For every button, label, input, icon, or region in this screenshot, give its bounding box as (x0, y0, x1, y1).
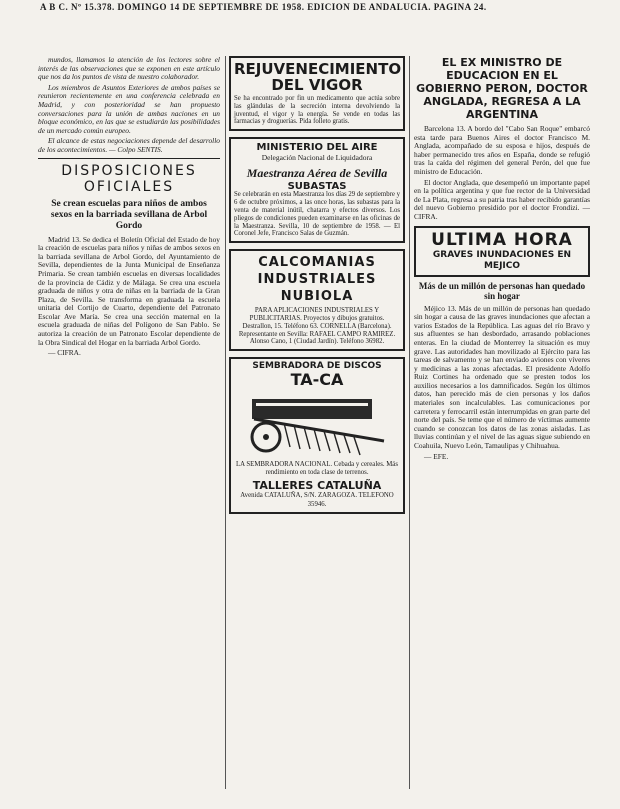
article-paragraph: El doctor Anglada, que desempeñó un importante papel en la política argentina y que fue rector de la Universidad de La Plata, regresa a su patria tras haber recibido garantías del nuevo Gobierno presidido por el doctor Frondizi. — CIFRA. (414, 177, 590, 221)
section-title: DISPOSICIONES OFICIALES (61, 162, 197, 195)
ad-text: Se celebrarán en esta Maestranza los días 29 de septiembre y 6 de octubre próximos, a las once horas, las subastas para la venta de material inútil, chatarra y efectos diversos. Los pliegos de condiciones pueden examinarse en las oficinas de la Maestranza. Sevilla, 10 de septiembre de 1958. — El Coronel Jefe, Francisco Salas de Guzmán. (234, 191, 400, 238)
article-end: — CIFRA. (48, 348, 81, 358)
ad-ministerio-aire (229, 137, 405, 243)
ad-address: Avenida CATALUÑA, S/N. ZARAGOZA. TELEFONO 35946. (240, 491, 394, 508)
ad-text: LA SEMBRADORA NACIONAL. Cebada y cereales. Más rendimiento en toda clase de terrenos. (236, 461, 398, 477)
intro-paragraph: mundos, llamamos la atención de los lectores sobre el interés de las observaciones que se exponen en este artículo que nos da los puntos de vista de nuestro colaborador. (38, 56, 220, 82)
article-subheading: Más de un millón de personas han quedado sin hogar (418, 280, 586, 302)
urgent-subtitle: GRAVES INUNDACIONES EN MEJICO (432, 249, 572, 271)
column-right (414, 56, 590, 801)
ad-brand: TA-CA (290, 369, 344, 389)
ad-text: PARA APLICACIONES INDUSTRIALES Y PUBLICITARIAS. Proyectos y dibujos gratuitos. Destrallon, 15. Teléfono 63. CORNELLA (Barcelona). Representante en Sevilla: RAFAEL CAMPO RAMIREZ. Alonso Cano, 1 (Ciudad Jardín). Teléfono 36982. (238, 307, 396, 346)
ad-title: MINISTERIO DEL AIRE (256, 142, 378, 154)
urgent-title: ULTIMA HORA (431, 229, 573, 250)
ad-text: Se ha encontrado por fin un medicamento que actúa sobre las glándulas de la secreción interna devolviendo la juventud, el vigor y la energía. Se vende en todas las farmacias y droguerías. Pida folleto gratis. (234, 95, 400, 126)
urgent-box (414, 226, 590, 277)
seeder-machine-illustration (234, 389, 396, 459)
article-body: Méjico 13. Más de un millón de personas han quedado sin hogar a causa de las graves inundaciones que afectan a varios Estados de la República. Las aguas del río Bravo y sus afluentes se han desbordado, arrasando poblaciones enteras. En la ciudad de Monterrey la situación es muy grave. Las autoridades han movilizado al Ejército para las tareas de salvamento y se han enviado aviones con víveres y medicinas a las zonas afectadas. El presidente Adolfo Ruiz Cortines ha ordenado que se presten todos los auxilios necesarios a los damnificados. Según los últimos datos, han perecido más de cien personas y los daños materiales son incalculables. Las comunicaciones por carretera y ferrocarril están interrumpidas en gran parte del norte del país. Se teme que el número de víctimas aumente cuando se conozcan los datos de las zonas aisladas. Las lluvias continúan y el nivel de las aguas sigue subiendo en Coahuila, Nuevo León, Tamaulipas y Chihuahua. (414, 303, 590, 451)
article-end: — EFE. (424, 451, 449, 461)
column-left (38, 56, 220, 796)
ad-subheading: SUBASTAS (287, 180, 347, 192)
ad-heading: Maestranza Aérea de Sevilla (246, 165, 388, 180)
column-middle (229, 56, 405, 804)
ad-subtitle: Delegación Nacional de Liquidadora (261, 153, 373, 163)
divider (38, 158, 220, 159)
ad-title: CALCOMANIAS INDUSTRIALES NUBIOLA (257, 255, 377, 305)
article-headline: EL EX MINISTRO DE EDUCACION EN EL GOBIERNO PERON, DOCTOR ANGLADA, REGRESA A LA ARGENTINA (416, 56, 588, 121)
ad-title: SEMBRADORA DE DISCOS (252, 361, 382, 372)
ad-rejuvenecimiento (229, 56, 405, 131)
page-header: A B C. Nº 15.378. DOMINGO 14 DE SEPTIEMBRE DE 1958. EDICION DE ANDALUCIA. PAGINA 24. (40, 2, 487, 12)
article-paragraph: Barcelona 13. A bordo del "Cabo San Roque" embarcó esta tarde para Buenos Aires el doctor Francisco M. Anglada, acompañado de su esposa e hijos, después de haber permanecido tres años en España, donde se refugió tras la caída del régimen del general Perón, del que fue ministro de Educación. (414, 124, 590, 176)
ad-footer: TALLERES CATALUÑA (252, 478, 382, 492)
article-body: Madrid 13. Se dedica el Boletín Oficial del Estado de hoy la creación de escuelas para niños y niñas de ambos sexos en la barriada sevillana de Arbol Gordo, del Ayuntamiento de Sevilla, dependientes de la Junta Municipal de Enseñanza Primaria. Se crean también escuelas en diversas localidades de la provincia de Cádiz y de Málaga. Se crea una escuela graduada de niños y otra de niñas en la barriada de la Gran Plaza, de Sevilla. Se transforma en graduada la escuela unitaria del Cortijo de Cuarto, dependiente del Patronato Escolar Ave María. Se crea una sección maternal en la escuela graduada de niñas del Polígono de San Pablo. Se autoriza la creación de un Patronato Escolar dependiente de la Obra Sindical del Hogar en la barriada Arbol Gordo. (38, 234, 220, 347)
article-paragraph: Los miembros de Asuntos Exteriores de ambos países se reunieron recientemente en una conferencia celebrada en Madrid, y con posterioridad se han propuesto conversaciones para la unión de ambas naciones en un bloque económico, en las que se estudiarán las posibilidades de un mercado común europeo. (38, 82, 220, 135)
header-rule (44, 42, 48, 44)
ad-title: REJUVENECIMIENTO DEL VIGOR (234, 60, 402, 94)
article-subheading: Se crean escuelas para niños de ambos sexos en la barriada sevillana de Arbol Gordo (50, 198, 208, 231)
ad-calcomanias (229, 249, 405, 351)
ad-sembradora (229, 357, 405, 514)
column-separator (225, 56, 226, 789)
article-paragraph: El alcance de estas negociaciones depende del desarrollo de los acontecimientos. — Colpo SENTIS. (38, 136, 220, 154)
column-separator (409, 56, 410, 789)
